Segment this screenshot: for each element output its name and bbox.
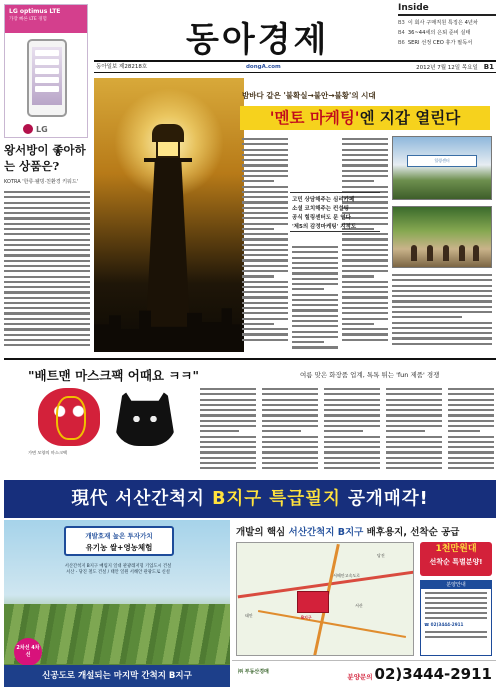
photo-signboard: 힐링센터 xyxy=(407,155,477,167)
feature-column-3 xyxy=(342,138,388,344)
sidebar-subtitle: KOTRA '한류·웰빙·친환경 키워드' xyxy=(4,179,79,185)
outdoor-group-photo xyxy=(392,206,492,268)
feature-kicker: 밤바다 같은 '불확실→불안→불황'의 시대 xyxy=(242,91,376,100)
subhead: '제5의 감정마케팅' 지적도 xyxy=(292,224,357,230)
ad-headline-pre: 現代 서산간척지 xyxy=(71,489,205,509)
lg-ad-product: LG optimus LTE xyxy=(9,8,61,15)
map-label: 태안 xyxy=(245,613,253,618)
lighthouse-lamp xyxy=(156,140,180,158)
lg-logo-icon xyxy=(23,124,33,134)
lg-phone-ad[interactable] xyxy=(4,4,88,138)
sale-info-heading: 분양안내 xyxy=(421,581,491,589)
photo-caption xyxy=(392,274,492,348)
company-logo: ㈜ 부동산경매 xyxy=(238,669,269,675)
inside-index xyxy=(398,3,496,48)
inside-item[interactable] xyxy=(398,38,496,48)
inside-item-text: SERI 선정 CEO 휴가 필독서 xyxy=(407,40,473,46)
feature-headline[interactable] xyxy=(240,106,490,130)
phone-screen xyxy=(32,47,62,105)
subhead: 고민 상담해주는 심리카페 xyxy=(292,197,355,203)
ad-headline-post: 공개매각! xyxy=(348,489,429,509)
newspaper-title: 동아경제 xyxy=(186,20,330,60)
feature-subheads xyxy=(290,192,380,232)
issue-number: 제28218호 xyxy=(119,64,148,70)
ad-box-line: 유기농 쌀+영농체험 xyxy=(85,543,153,552)
ad-slogan: 신공도로 개설되는 마지막 간척지 B지구 xyxy=(4,665,230,687)
sidebar-headline[interactable]: 왕서방이 좋아하는 상품은? xyxy=(4,143,86,173)
promo-text: 선착순 특별분양! xyxy=(429,558,483,566)
ad-desc-line: 서산 - 당진 철도 건설 / 태안 일원 서해안 관광도로 신설 xyxy=(66,570,170,575)
road-badge: 2차선 4차선 xyxy=(14,638,42,666)
ad-right-title-post: 배후용지, 선착순 공급 xyxy=(363,527,460,538)
batman-column-5 xyxy=(448,388,494,473)
issue-info xyxy=(96,62,147,73)
ad-headline-highlight: B지구 특급필지 xyxy=(212,489,341,509)
feature-article xyxy=(94,76,496,354)
inside-item-page: B3 xyxy=(398,20,405,26)
subhead: 소셜 코치해주는 컨설팅 xyxy=(292,206,349,212)
section-name: 동아일보 xyxy=(96,64,118,70)
publish-date: 2012년 7월 12일 목요일 xyxy=(416,65,478,71)
promo-price: 1천만원대 xyxy=(435,544,477,554)
inquiry-phone[interactable] xyxy=(347,665,492,683)
batman-column-1 xyxy=(200,388,256,473)
batman-column-2 xyxy=(262,388,318,473)
map-label: B지구 xyxy=(301,615,312,620)
inquiry-label: 분양문의 xyxy=(347,673,373,681)
batman-subtitle: 여름 맞은 화장품 업계, 톡톡 튀는 'fun 제품' 경쟁 xyxy=(300,371,440,379)
batman-headline[interactable]: "배트맨 마스크팩 어때요 ㅋㅋ" xyxy=(28,368,199,383)
land-sale-ad[interactable] xyxy=(4,480,496,687)
inside-item[interactable] xyxy=(398,28,496,38)
website-link[interactable]: dongA.com xyxy=(246,64,281,70)
subhead: 공식 힐링센터도 문 연다 xyxy=(292,215,351,221)
inside-item-page: B4 xyxy=(398,30,405,36)
smartphone-image xyxy=(27,39,67,117)
ad-headline xyxy=(4,480,496,518)
ad-right-panel xyxy=(232,520,496,687)
location-map xyxy=(236,542,414,656)
sale-info-box xyxy=(420,580,492,656)
sidebar-article xyxy=(4,142,90,354)
inside-heading: Inside xyxy=(398,3,496,16)
lg-ad-tagline: 가장 빠른 LTE 경험 xyxy=(9,17,47,22)
inside-item[interactable] xyxy=(398,18,496,28)
batman-column-3 xyxy=(324,388,380,473)
ad-right-title xyxy=(236,524,459,538)
mask-caption: 가면 모양의 마스크팩 xyxy=(28,450,68,455)
sale-info-phone[interactable]: ☎ 02)3444-2911 xyxy=(424,622,464,627)
lg-ad-header xyxy=(5,5,87,33)
batman-column-4 xyxy=(386,388,442,473)
map-label: 서산 xyxy=(355,603,363,608)
inquiry-number: 02)3444-2911 xyxy=(374,665,492,683)
site-marker xyxy=(297,591,329,613)
map-label: 당진 xyxy=(377,553,385,558)
ad-left-panel xyxy=(4,520,230,687)
feature-headline-highlight: '멘토 마케팅' xyxy=(269,108,360,127)
lg-logo xyxy=(23,124,48,134)
map-label: 서해안고속도로 xyxy=(333,573,361,578)
lg-logo-text: LG xyxy=(36,124,48,134)
ad-box-line: 개발호재 높은 투자가치 xyxy=(85,532,153,540)
inside-item-page: B6 xyxy=(398,40,405,46)
ad-right-title-pre: 개발의 핵심 xyxy=(236,527,286,538)
promo-badge xyxy=(420,542,492,576)
feature-headline-rest: 엔 지갑 열린다 xyxy=(359,108,461,127)
feature-column-2 xyxy=(292,246,338,352)
ad-right-title-mid: 서산간척지 B지구 xyxy=(285,527,364,538)
date-and-page xyxy=(416,62,494,74)
sidebar-body xyxy=(4,191,90,346)
feature-column-1 xyxy=(242,138,288,344)
mask-pack-photo xyxy=(34,388,184,446)
inside-item-text: 이 회사 구매직원 특징은 4년차 xyxy=(407,20,478,26)
ad-feature-box xyxy=(64,526,174,556)
ad-footer xyxy=(232,660,496,687)
red-mask-pack xyxy=(38,388,100,446)
healing-center-photo xyxy=(392,136,492,200)
batman-mask-pack xyxy=(114,388,176,446)
dateline xyxy=(94,60,496,73)
ad-desc-line: 서산간척지 B지구 매립지 일대 관광레저형 기업도시 건설 xyxy=(64,564,172,569)
page-number: B1 xyxy=(483,63,494,71)
batman-article xyxy=(4,358,496,476)
lighthouse-illustration xyxy=(94,78,244,352)
ad-description xyxy=(38,564,198,576)
inside-item-text: 36~44세의 은퇴 준비 실태 xyxy=(407,30,471,36)
